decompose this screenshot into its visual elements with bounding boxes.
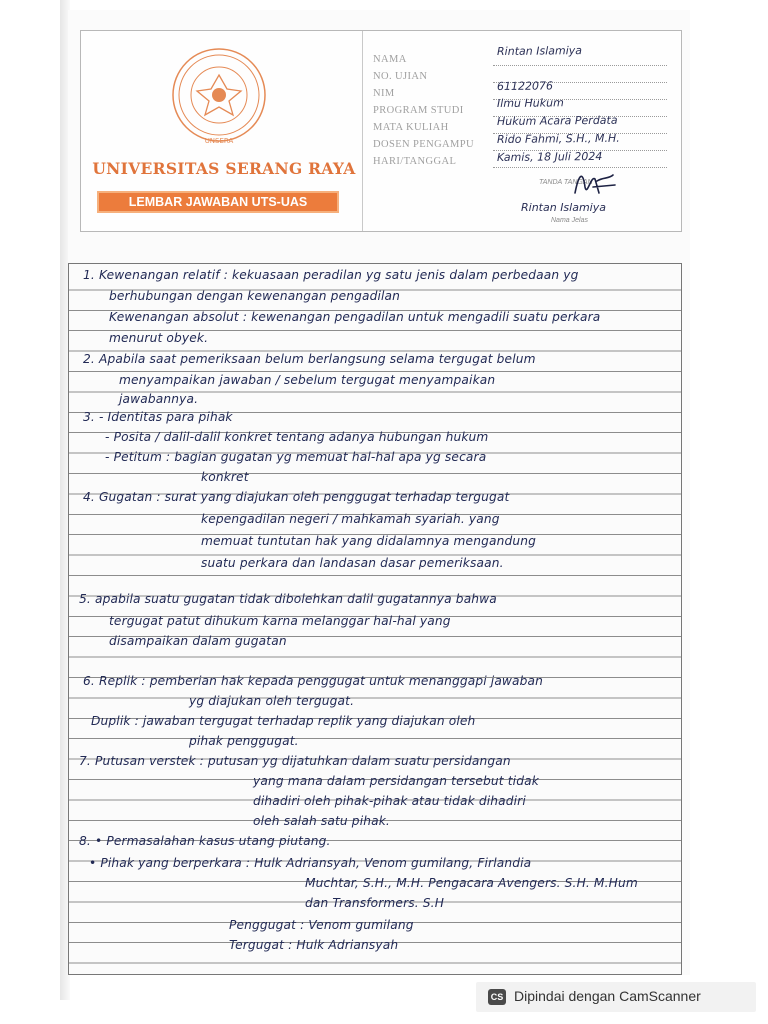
answer-line: berhubungan dengan kewenangan pengadilan bbox=[109, 289, 401, 303]
answer-line: jawabannya. bbox=[119, 392, 199, 406]
answer-line: tergugat patut dihukum karna melanggar hal-hal yang bbox=[109, 614, 451, 628]
answer-line: disampaikan dalam gugatan bbox=[109, 634, 287, 648]
scanner-watermark-text: Dipindai dengan CamScanner bbox=[514, 988, 701, 1004]
answer-line: 7. Putusan verstek : putusan yg dijatuhkan dalam suatu persidangan bbox=[79, 754, 511, 768]
field-line bbox=[493, 65, 667, 66]
university-name: UNIVERSITAS SERANG RAYA bbox=[92, 159, 356, 178]
answer-sheet-title: LEMBAR JAWABAN UTS-UAS bbox=[97, 191, 339, 213]
field-label-program-studi: PROGRAM STUDI bbox=[373, 105, 464, 116]
answer-line: menyampaikan jawaban / sebelum tergugat menyampaikan bbox=[119, 373, 496, 387]
field-value-mata-kuliah: Hukum Acara Perdata bbox=[496, 113, 618, 128]
answer-line: 1. Kewenangan relatif : kekuasaan peradilan yg satu jenis dalam perbedaan yg bbox=[83, 268, 579, 282]
field-value-nama: Rintan Islamiya bbox=[496, 44, 583, 58]
answer-line: pihak penggugat. bbox=[189, 734, 299, 748]
field-label-dosen: DOSEN PENGAMPU bbox=[373, 139, 474, 150]
field-value-nim: 61122076 bbox=[496, 79, 554, 93]
signature-caption: TANDA TANGAN bbox=[539, 179, 593, 186]
answer-lined-area bbox=[68, 263, 682, 975]
field-value-dosen: Rido Fahmi, S.H., M.H. bbox=[496, 131, 620, 146]
answer-line: konkret bbox=[201, 470, 249, 484]
field-label-nama: NAMA bbox=[373, 54, 407, 65]
answer-line: dihadiri oleh pihak-pihak atau tidak dihadiri bbox=[253, 794, 526, 808]
answer-line: dan Transformers. S.H bbox=[305, 896, 445, 910]
answer-line: Muchtar, S.H., M.H. Pengacara Avengers. S.H. M.Hum bbox=[305, 876, 638, 890]
exam-header bbox=[80, 30, 682, 232]
answer-line: suatu perkara dan landasan dasar pemeriksaan. bbox=[201, 556, 504, 570]
answer-line: oleh salah satu pihak. bbox=[253, 814, 390, 828]
answer-line: Kewenangan absolut : kewenangan pengadilan untuk mengadili suatu perkara bbox=[109, 310, 601, 324]
answer-line: memuat tuntutan hak yang didalamnya mengandung bbox=[201, 534, 536, 548]
answer-line: 8. • Permasalahan kasus utang piutang. bbox=[79, 834, 331, 848]
answer-line: Duplik : jawaban tergugat terhadap replik yang diajukan oleh bbox=[91, 714, 476, 728]
answer-line: Tergugat : Hulk Adriansyah bbox=[229, 938, 399, 952]
field-label-nim: NIM bbox=[373, 88, 395, 99]
camscanner-icon: CS bbox=[488, 989, 506, 1005]
signature-name: Rintan Islamiya bbox=[521, 201, 606, 214]
answer-line: 3. - Identitas para pihak bbox=[83, 410, 233, 424]
answer-line: menurut obyek. bbox=[109, 331, 209, 345]
answer-line: • Pihak yang berperkara : Hulk Adriansyah, Venom gumilang, Firlandia bbox=[89, 856, 532, 870]
field-value-program-studi: Ilmu Hukum bbox=[496, 96, 564, 110]
answer-line: 6. Replik : pemberian hak kepada penggugat untuk menanggapi jawaban bbox=[83, 674, 544, 688]
answer-line: kepengadilan negeri / mahkamah syariah. yang bbox=[201, 512, 500, 526]
answer-line: Penggugat : Venom gumilang bbox=[229, 918, 414, 932]
field-label-hari-tanggal: HARI/TANGGAL bbox=[373, 156, 457, 167]
answer-line: - Posita / dalil-dalil konkret tentang adanya hubungan hukum bbox=[105, 430, 489, 444]
answer-line: - Petitum : bagian gugatan yg memuat hal-hal apa yg secara bbox=[105, 450, 487, 464]
field-label-no-ujian: NO. UJIAN bbox=[373, 71, 428, 82]
scanner-watermark bbox=[476, 982, 756, 1012]
answer-line: 2. Apabila saat pemeriksaan belum berlangsung selama tergugat belum bbox=[83, 352, 536, 366]
header-divider bbox=[362, 31, 363, 231]
signature-subcaption: Nama Jelas bbox=[551, 217, 588, 224]
logo-bottom-text: UNSERA bbox=[204, 137, 234, 145]
answer-line: yang mana dalam persidangan tersebut tidak bbox=[253, 774, 539, 788]
field-value-hari-tanggal: Kamis, 18 Juli 2024 bbox=[496, 149, 603, 164]
answer-line: yg diajukan oleh tergugat. bbox=[189, 694, 355, 708]
university-logo bbox=[167, 45, 271, 149]
answer-line: 5. apabila suatu gugatan tidak dibolehkan dalil gugatannya bahwa bbox=[79, 592, 497, 606]
handwritten-signature bbox=[569, 167, 619, 201]
answer-line: 4. Gugatan : surat yang diajukan oleh penggugat terhadap tergugat bbox=[83, 490, 510, 504]
field-label-mata-kuliah: MATA KULIAH bbox=[373, 122, 449, 133]
